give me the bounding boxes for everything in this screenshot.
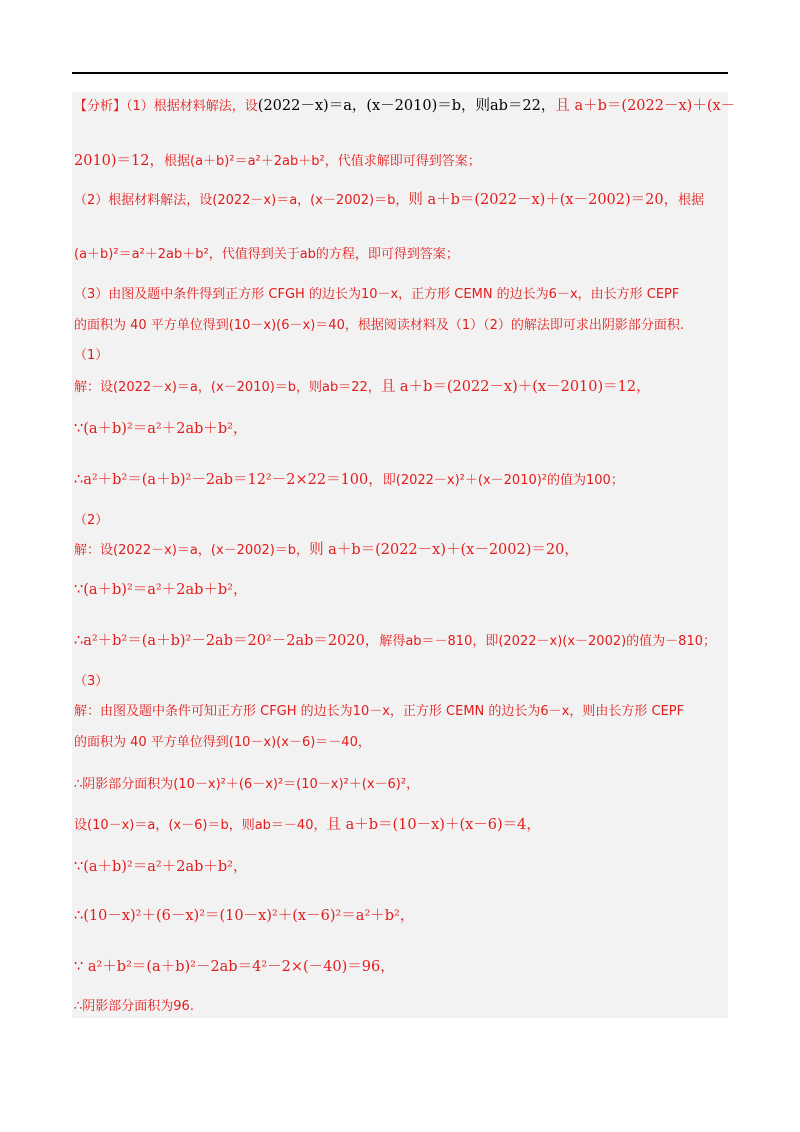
solution-2-label: （2） xyxy=(74,513,109,528)
solution-2-line-3: ∴a²＋b²＝(a＋b)²－2ab＝20²－2ab＝2020，解得ab＝－810，即(2022－x)(x－2002)的值为－810； xyxy=(74,633,716,649)
solution-1-label: （1） xyxy=(74,348,109,363)
solution-1-line-1: 解：设(2022－x)＝a，(x－2010)＝b，则ab＝22，且 a＋b＝(2022－x)＋(x－2010)＝12， xyxy=(74,379,651,395)
solution-3-line-8: ∴阴影部分面积为96. xyxy=(74,999,194,1014)
analysis-tag: 【分析】 xyxy=(74,99,127,114)
solution-2-line-2: ∵(a＋b)²＝a²＋2ab＋b²， xyxy=(74,582,248,598)
solution-3-line-2: 的面积为 40 平方单位得到(10－x)(x－6)＝－40， xyxy=(74,735,371,750)
solution-3-line-6: ∴(10－x)²＋(6－x)²＝(10－x)²＋(x－6)²＝a²＋b²， xyxy=(74,908,415,924)
analysis-line-2: 2010)＝12，根据(a＋b)²＝a²＋2ab＋b²，代值求解即可得到答案； xyxy=(74,153,481,169)
header-rule xyxy=(72,72,728,74)
solution-3-line-4: 设(10－x)＝a，(x－6)＝b，则ab＝－40，且 a＋b＝(10－x)＋(x－6)＝4， xyxy=(74,817,541,833)
analysis-line-1: 【分析】（1）根据材料解法，设(2022－x)＝a，(x－2010)＝b，则ab＝22，且 a＋b＝(2022－x)＋(x－ xyxy=(74,98,736,114)
solution-3-line-3: ∴阴影部分面积为(10－x)²＋(6－x)²＝(10－x)²＋(x－6)²， xyxy=(74,777,420,792)
solution-1-line-3: ∴a²＋b²＝(a＋b)²－2ab＝12²－2×22＝100，即(2022－x)²＋(x－2010)²的值为100； xyxy=(74,472,624,488)
analysis-line-4: (a＋b)²＝a²＋2ab＋b²，代值得到关于ab的方程，即可得到答案； xyxy=(74,247,459,262)
analysis-line-5: （3）由图及题中条件得到正方形 CFGH 的边长为10－x，正方形 CEMN 的边长为6－x，由长方形 CEPF xyxy=(74,287,680,302)
analysis-line-6: 的面积为 40 平方单位得到(10－x)(6－x)＝40，根据阅读材料及（1）（2）的解法即可求出阴影部分面积. xyxy=(74,318,685,333)
solution-2-line-1: 解：设(2022－x)＝a，(x－2002)＝b，则 a＋b＝(2022－x)＋(x－2002)＝20， xyxy=(74,542,579,558)
solution-1-line-2: ∵(a＋b)²＝a²＋2ab＋b²， xyxy=(74,421,248,437)
analysis-line-3: （2）根据材料解法，设(2022－x)＝a，(x－2002)＝b，则 a＋b＝(2022－x)＋(x－2002)＝20，根据 xyxy=(74,192,705,208)
solution-3-line-1: 解：由图及题中条件可知正方形 CFGH 的边长为10－x，正方形 CEMN 的边长为6－x，则由长方形 CEPF xyxy=(74,704,685,719)
solution-3-line-5: ∵(a＋b)²＝a²＋2ab＋b²， xyxy=(74,859,248,875)
solution-3-label: （3） xyxy=(74,674,109,689)
solution-3-line-7: ∵ a²＋b²＝(a＋b)²－2ab＝4²－2×(－40)＝96， xyxy=(74,959,395,975)
